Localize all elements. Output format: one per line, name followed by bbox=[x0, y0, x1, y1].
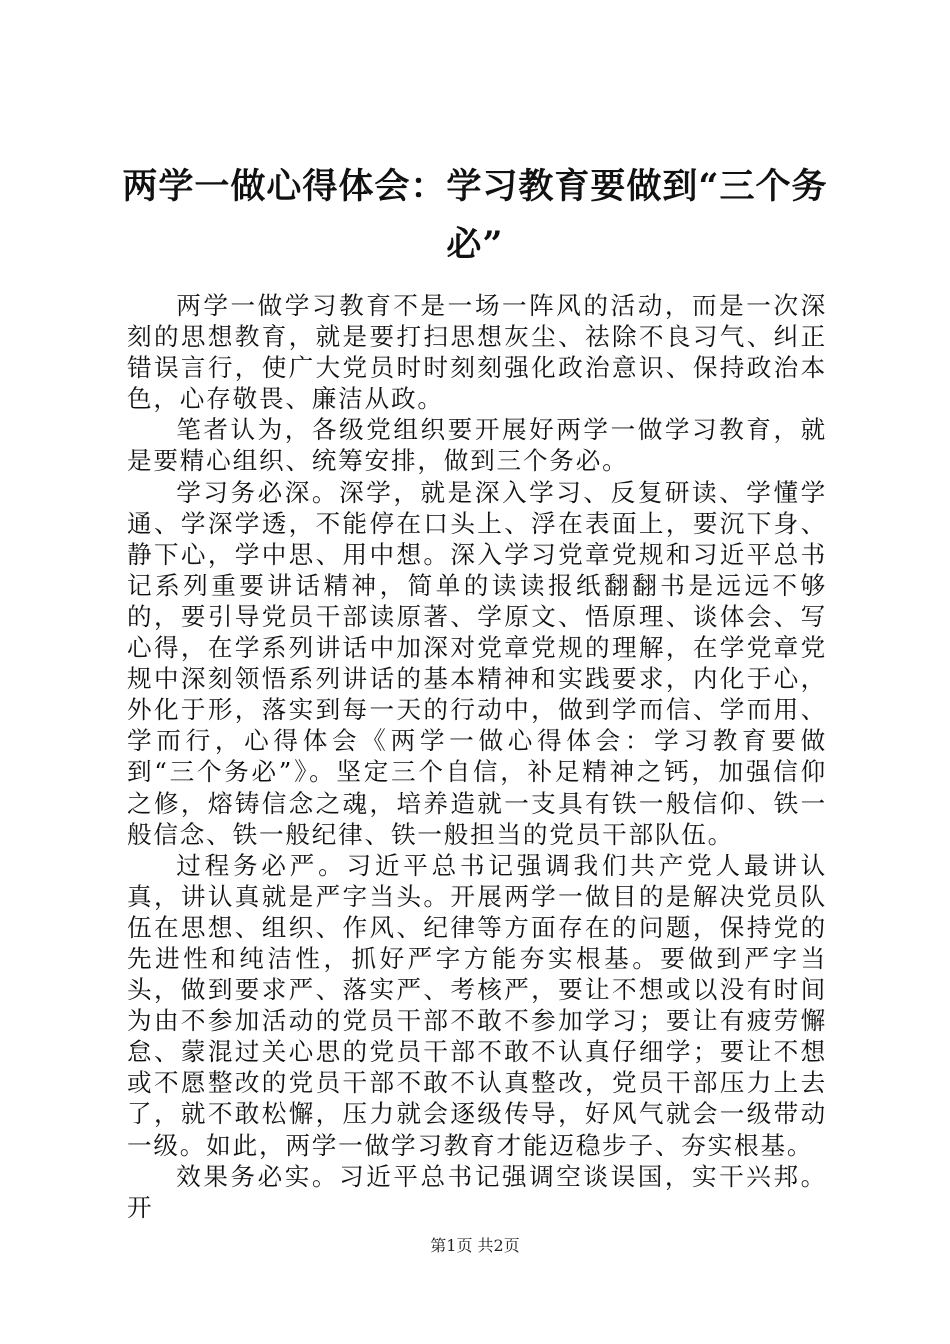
document-title: 两学一做心得体会：学习教育要做到“三个务必” bbox=[122, 166, 828, 265]
document-body bbox=[127, 290, 827, 1223]
page-number: 第1页 共2页 bbox=[430, 1236, 520, 1255]
paragraph-study-deep: 学习务必深。深学，就是深入学习、反复研读、学懂学通、学深学透，不能停在口头上、浮在表面上，要沉下身、静下心，学中思、用中想。深入学习党章党规和习近平总书记系列重要讲话精神，简单的读读报纸翻翻书是远远不够的，要引导党员干部读原著、学原文、悟原理、谈体会、写心得，在学系列讲话中加深对党章党规的理解，在学党章党规中深刻领悟系列讲话的基本精神和实践要求，内化于心，外化于形，落实到每一天的行动中，做到学而信、学而用、学而行，心得体会《两学一做心得体会：学习教育要做到“三个务必”》。坚定三个自信，补足精神之钙，加强信仰之修，熔铸信念之魂，培养造就一支具有铁一般信仰、铁一般信念、铁一般纪律、铁一般担当的党员干部队伍。 bbox=[127, 477, 827, 849]
paragraph-author-view: 笔者认为，各级党组织要开展好两学一做学习教育，就是要精心组织、统筹安排，做到三个务必。 bbox=[127, 415, 827, 476]
paragraph-result-solid: 效果务必实。习近平总书记强调空谈误国，实干兴邦。开 bbox=[127, 1161, 827, 1222]
paragraph-intro: 两学一做学习教育不是一场一阵风的活动，而是一次深刻的思想教育，就是要打扫思想灰尘、祛除不良习气、纠正错误言行，使广大党员时时刻刻强化政治意识、保持政治本色，心存敬畏、廉洁从政。 bbox=[127, 291, 827, 414]
paragraph-process-strict: 过程务必严。习近平总书记强调我们共产党人最讲认真，讲认真就是严字当头。开展两学一做目的是解决党员队伍在思想、组织、作风、纪律等方面存在的问题，保持党的先进性和纯洁性，抓好严字方能夯实根基。要做到严字当头，做到要求严、落实严、考核严，要让不想或以没有时间为由不参加活动的党员干部不敢不参加学习；要让有疲劳懈怠、蒙混过关心思的党员干部不敢不认真仔细学；要让不想或不愿整改的党员干部不敢不认真整改，党员干部压力上去了，就不敢松懈，压力就会逐级传导，好风气就会一级带动一级。如此，两学一做学习教育才能迈稳步子、夯实根基。 bbox=[127, 850, 827, 1160]
